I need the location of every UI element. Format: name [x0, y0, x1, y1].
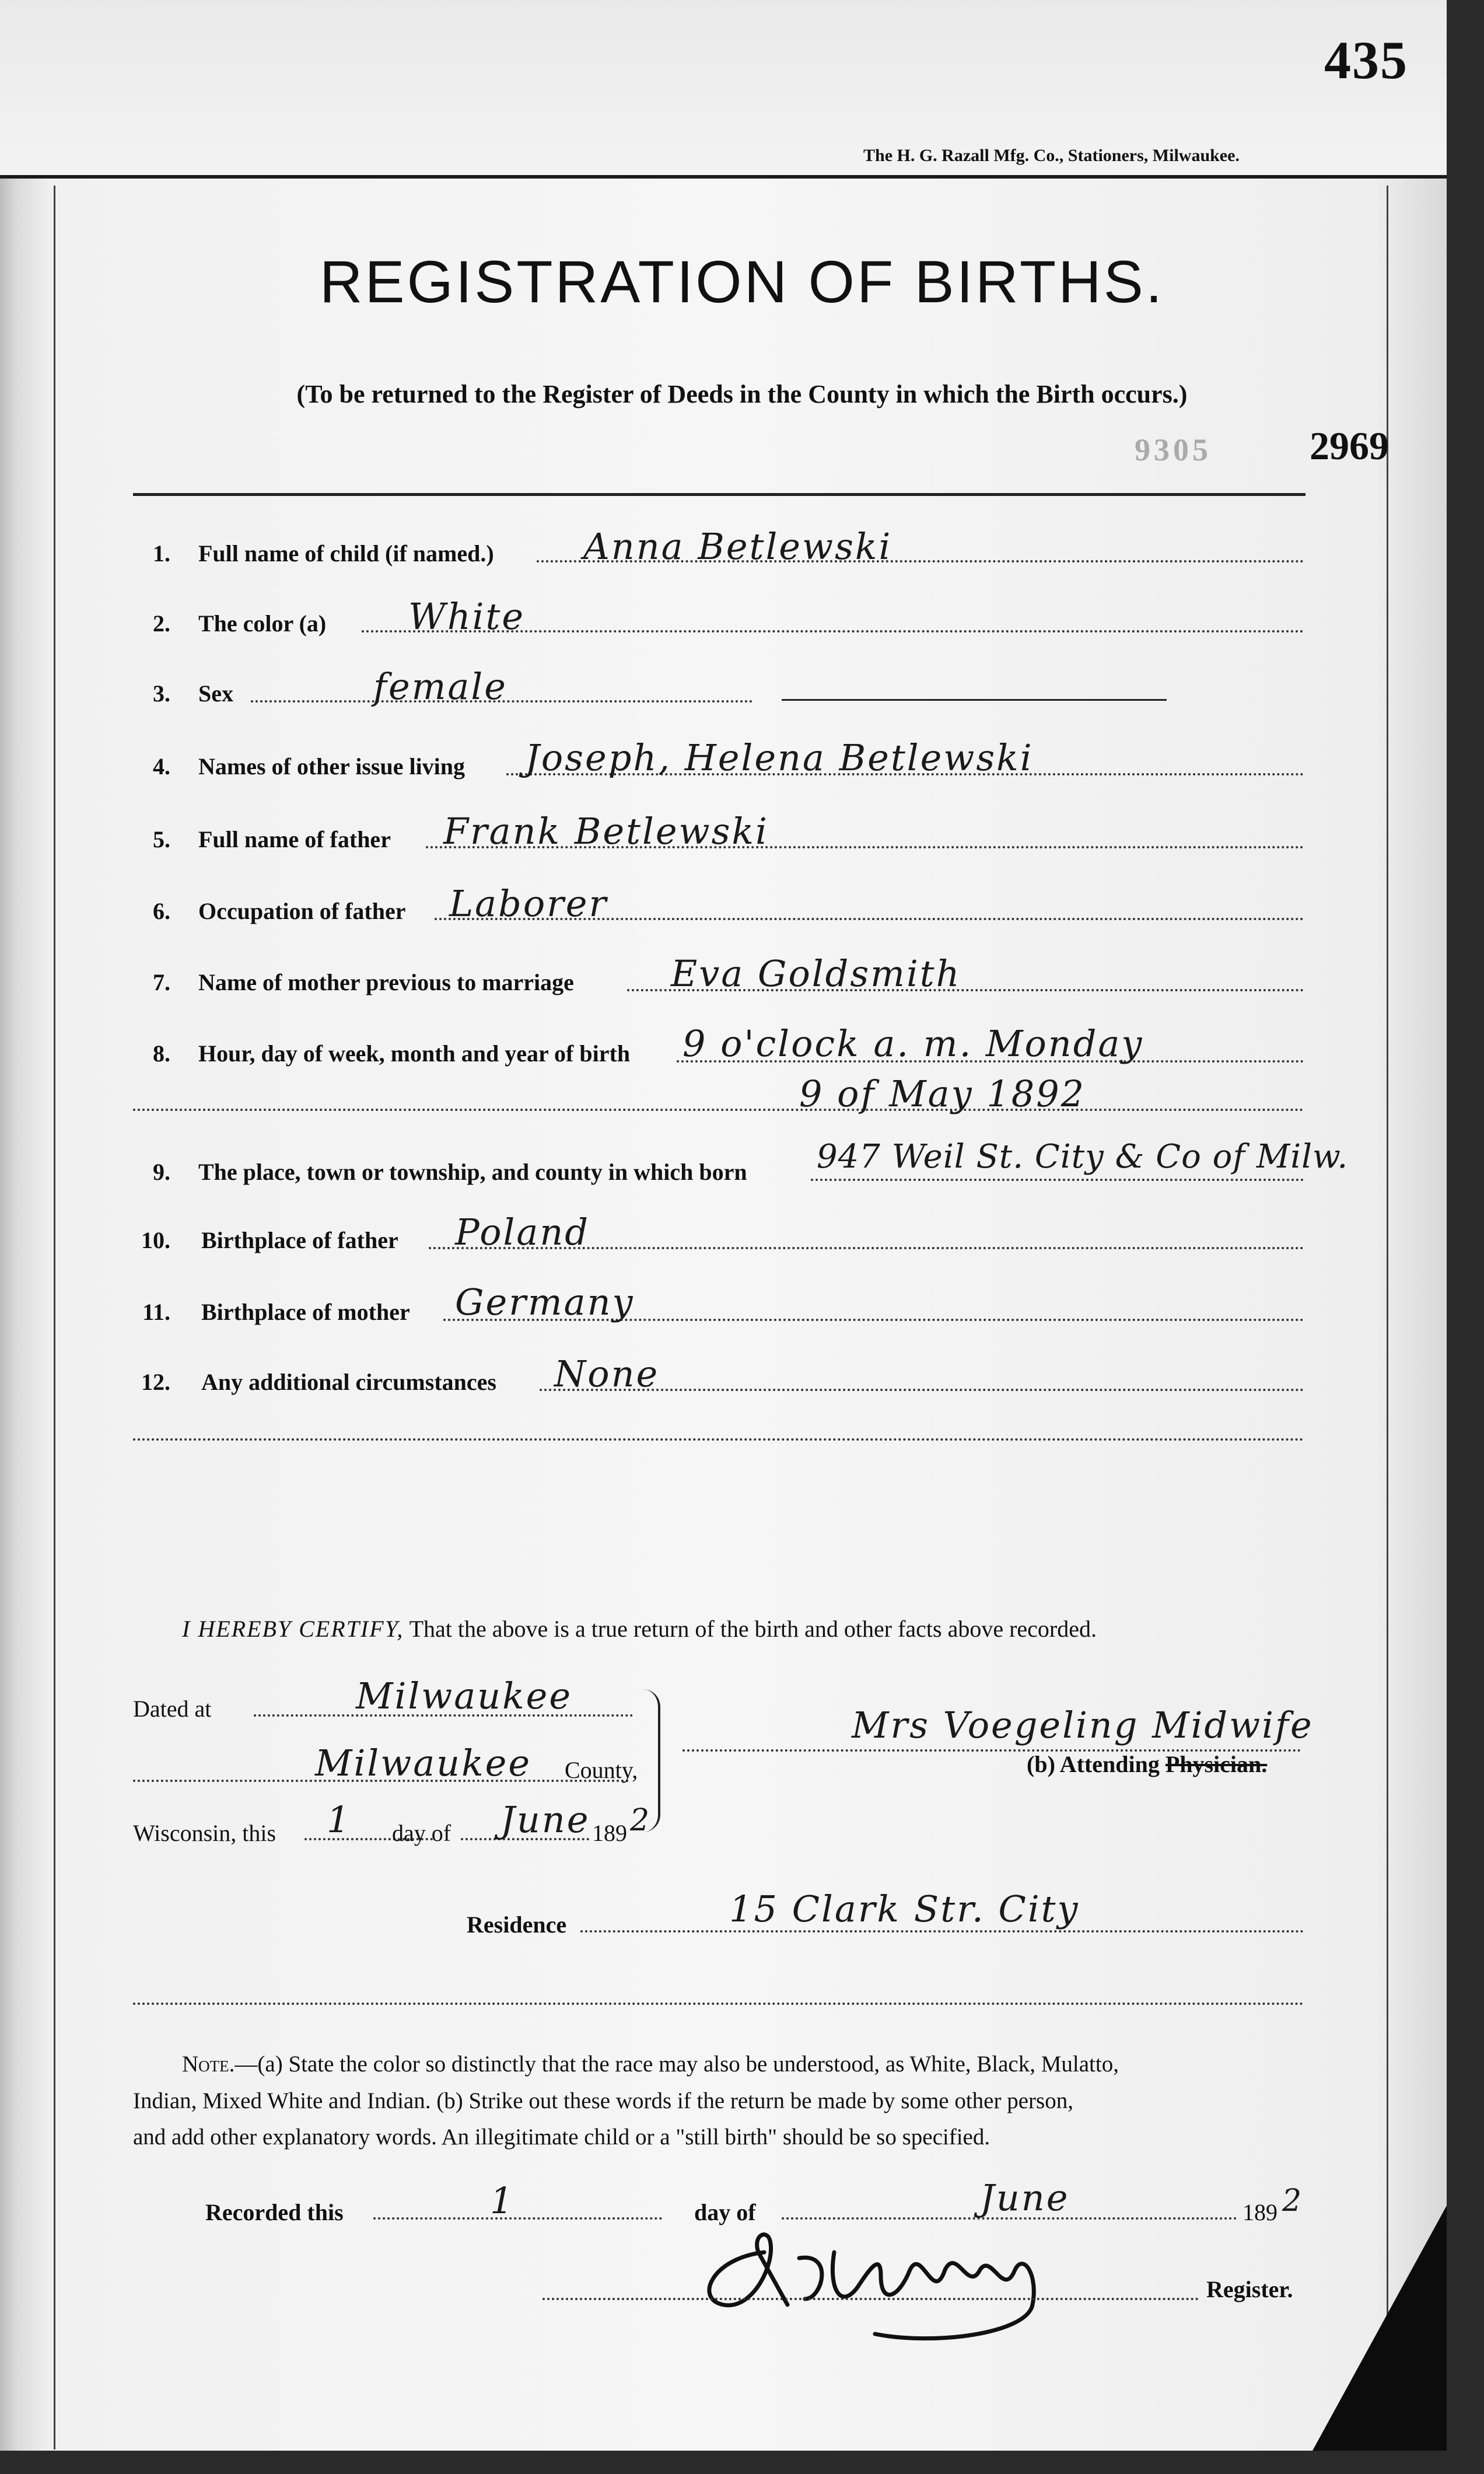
note-text-1: —(a) State the color so distinctly that the race may also be understood, as White, Black, Mulatto, — [235, 2052, 1119, 2077]
field-label-child-name: Full name of child (if named.) — [198, 540, 494, 567]
page-number: 435 — [1324, 30, 1408, 90]
attending-label-group — [1027, 1750, 1267, 1778]
field-label-father-occupation: Occupation of father — [198, 898, 406, 924]
residence-label: Residence — [467, 1912, 567, 1938]
attending-label: (b) Attending — [1027, 1751, 1160, 1777]
certify-year-suffix: 2 — [630, 1803, 652, 1838]
faint-stamp-number: 9305 — [1135, 432, 1212, 467]
field-value-father-name: Frank Betlewski — [443, 810, 769, 852]
note-line-3: and add other explanatory words. An illegitimate child or a "still birth" should be so specified. — [133, 2124, 991, 2150]
field-number: 4. — [153, 753, 170, 780]
county-label: County, — [565, 1757, 638, 1783]
field-label-birth-time: Hour, day of week, month and year of birth — [198, 1040, 631, 1067]
brace — [643, 1689, 660, 1832]
recorded-year-prefix: 189 — [1242, 2199, 1278, 2225]
field-label-father-name: Full name of father — [198, 826, 391, 852]
field-value-mother-birthplace: Germany — [455, 1281, 635, 1323]
certify-statement — [182, 1615, 1097, 1643]
form-subtitle: (To be returned to the Register of Deeds in the County in which the Birth occurs.) — [296, 380, 1188, 408]
field-line — [811, 1179, 1304, 1181]
form-title: REGISTRATION OF BIRTHS. — [319, 249, 1165, 315]
field-label-additional-circumstances: Any additional circumstances — [201, 1369, 496, 1395]
field-value-birth-date: 9 of May 1892 — [799, 1072, 1086, 1115]
certify-text: That the above is a true return of the birth and other facts above recorded. — [409, 1616, 1097, 1642]
dated-at-value: Milwaukee — [356, 1675, 573, 1717]
field-line — [373, 2217, 662, 2220]
field-line — [133, 1438, 1304, 1441]
note-lead: Note. — [182, 2052, 235, 2077]
register-label: Register. — [1206, 2276, 1293, 2302]
page-corner-shadow — [1312, 2206, 1447, 2451]
recorded-label: Recorded this — [205, 2199, 344, 2225]
field-label-birth-place: The place, town or township, and county in which born — [198, 1159, 747, 1185]
field-number: 10. — [141, 1227, 170, 1253]
field-label-other-issue: Names of other issue living — [198, 753, 466, 780]
field-value-father-birthplace: Poland — [455, 1211, 590, 1253]
field-number: 1. — [153, 540, 170, 567]
stationer-imprint: The H. G. Razall Mfg. Co., Stationers, Milwaukee. — [863, 146, 1240, 165]
county-value: Milwaukee — [315, 1742, 532, 1784]
field-value-additional-circumstances: None — [554, 1353, 660, 1395]
field-line — [133, 1109, 1304, 1111]
field-number: 5. — [153, 826, 170, 852]
field-label-mother-birthplace: Birthplace of mother — [201, 1299, 410, 1325]
recorded-year-suffix: 2 — [1282, 2183, 1304, 2218]
physician-label-struck: Physician. — [1165, 1751, 1268, 1777]
field-line — [580, 1930, 1304, 1933]
field-value-child-name: Anna Betlewski — [583, 525, 892, 568]
field-value-mother-maiden-name: Eva Goldsmith — [671, 952, 961, 995]
field-number: 7. — [153, 969, 170, 995]
field-line — [133, 2003, 1304, 2005]
field-line — [782, 699, 1167, 701]
certify-month-value: June — [501, 1798, 590, 1841]
field-value-birth-place: 947 Weil St. City & Co of Milw. — [817, 1138, 1349, 1176]
certify-day-value: 1 — [327, 1798, 352, 1841]
day-of-label: day of — [392, 1820, 452, 1846]
signer-value: Mrs Voegeling Midwife — [852, 1704, 1314, 1746]
field-value-other-issue: Joseph, Helena Betlewski — [525, 736, 1034, 779]
field-number: 6. — [153, 898, 170, 924]
field-number: 8. — [153, 1040, 170, 1067]
wisconsin-this-label: Wisconsin, this — [133, 1820, 276, 1846]
record-number: 2969 — [1310, 424, 1389, 468]
field-number: 12. — [141, 1369, 170, 1395]
recorded-day-of-label: day of — [694, 2199, 756, 2225]
recorded-day-value: 1 — [490, 2179, 515, 2222]
recorded-month-value: June — [980, 2176, 1070, 2219]
field-value-birth-time: 9 o'clock a. m. Monday — [682, 1022, 1144, 1065]
field-number: 2. — [153, 610, 170, 637]
field-label-father-birthplace: Birthplace of father — [201, 1227, 398, 1253]
field-label-mother-maiden-name: Name of mother previous to marriage — [198, 969, 574, 995]
field-label-color: The color (a) — [198, 610, 327, 637]
field-value-color: White — [408, 595, 526, 638]
field-number: 3. — [153, 680, 170, 707]
field-label-sex: Sex — [198, 680, 233, 707]
field-value-father-occupation: Laborer — [449, 882, 608, 925]
field-value-sex: female — [373, 665, 508, 708]
residence-value: 15 Clark Str. City — [729, 1888, 1080, 1930]
note-line-1 — [182, 2051, 1119, 2077]
field-number: 9. — [153, 1159, 170, 1185]
dated-at-label: Dated at — [133, 1696, 212, 1722]
divider-top — [133, 493, 1306, 496]
field-number: 11. — [142, 1299, 170, 1325]
certify-lead: I HEREBY CERTIFY, — [182, 1616, 404, 1642]
field-line — [542, 2298, 1199, 2300]
note-line-2: Indian, Mixed White and Indian. (b) Strike out these words if the return be made by some other person, — [133, 2088, 1073, 2113]
register-signature — [688, 2217, 1108, 2351]
certify-year-prefix: 189 — [592, 1820, 627, 1846]
